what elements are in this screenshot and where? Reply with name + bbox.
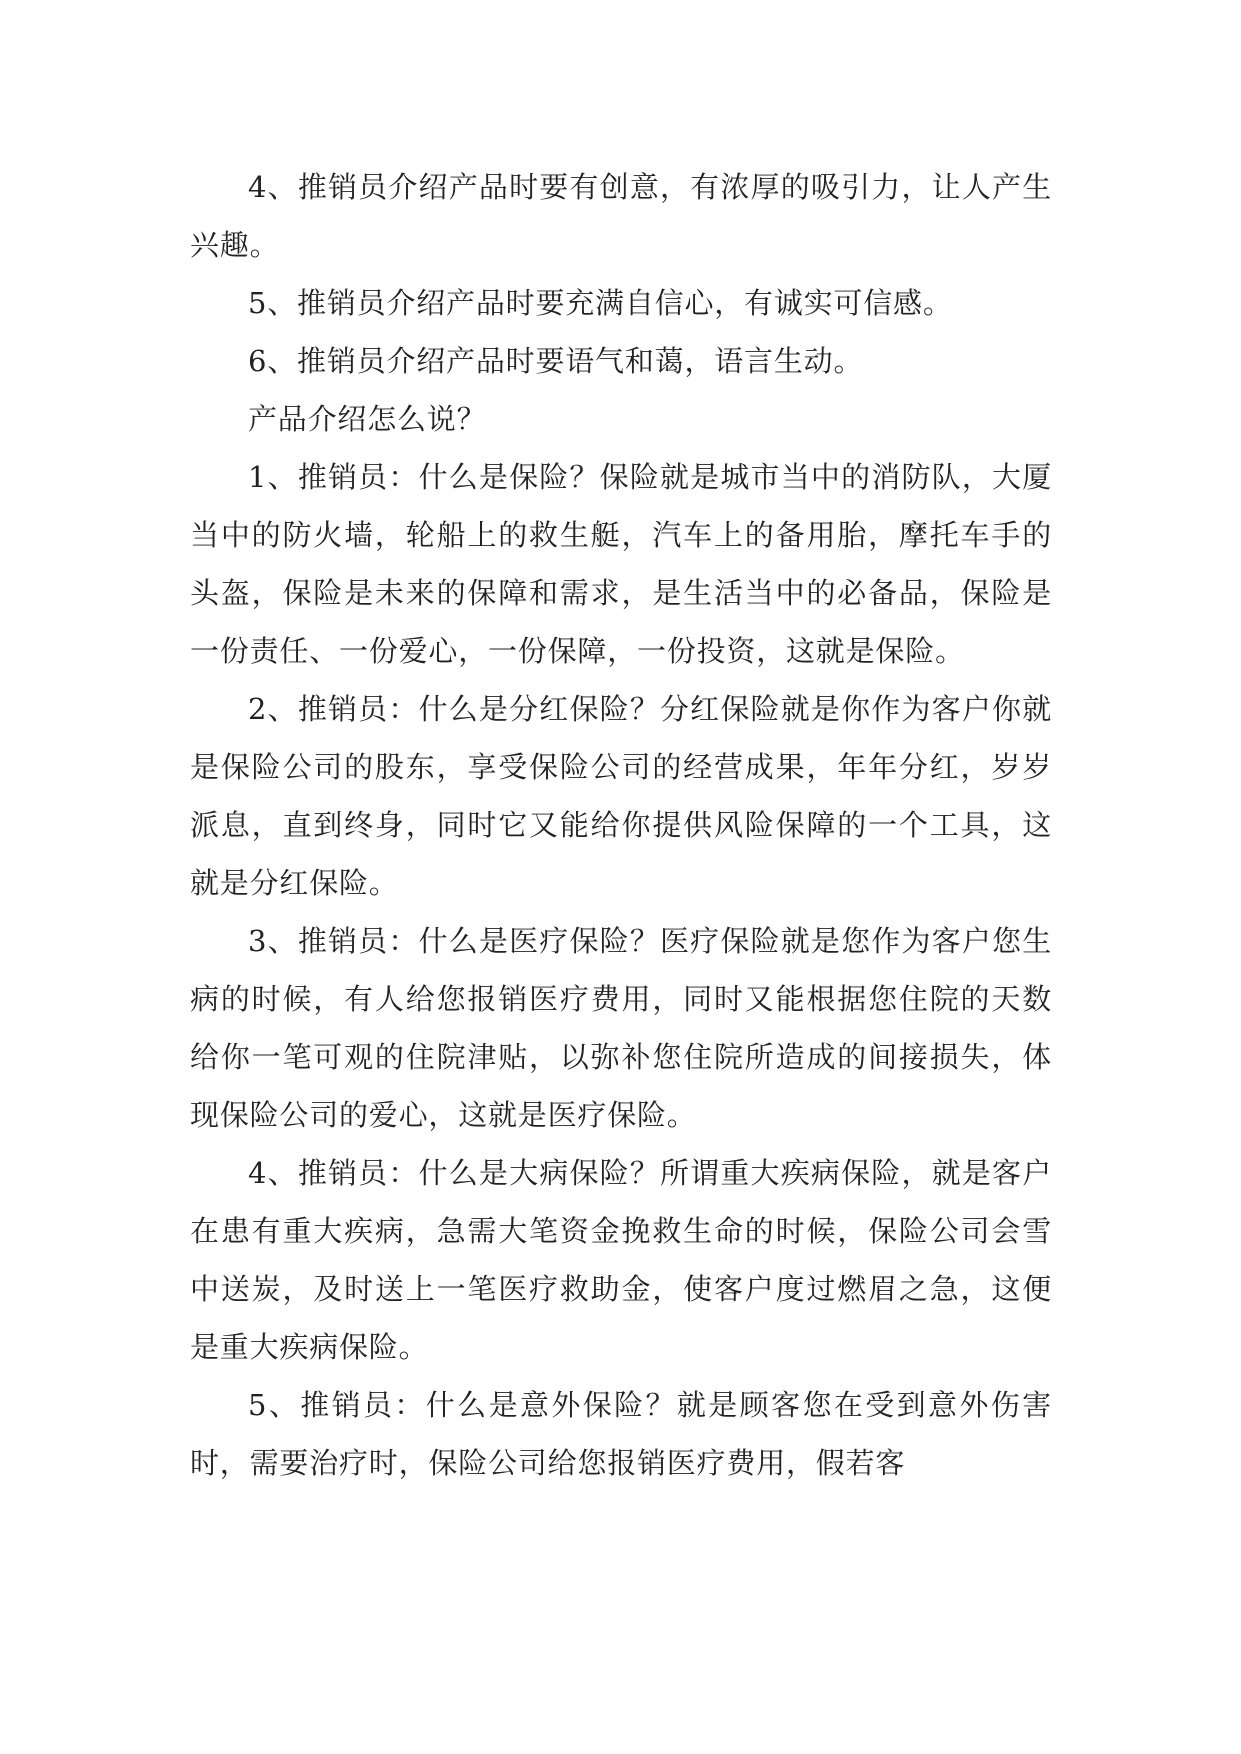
paragraph-accident-insurance: 5、推销员：什么是意外保险？就是顾客您在受到意外伤害时，需要治疗时，保险公司给您报销医疗费用，假若客 — [190, 1388, 1052, 1480]
paragraph-tip-4: 4、推销员介绍产品时要有创意，有浓厚的吸引力，让人产生兴趣。 — [190, 170, 1052, 262]
section-heading: 产品介绍怎么说？ — [248, 402, 487, 436]
paragraph-dividend-insurance: 2、推销员：什么是分红保险？分红保险就是你作为客户你就是保险公司的股东，享受保险公司的经营成果，年年分红，岁岁派息，直到终身，同时它又能给你提供风险保障的一个工具，这就是分红保险。 — [190, 692, 1052, 900]
paragraph-insurance: 1、推销员：什么是保险？保险就是城市当中的消防队，大厦当中的防火墙，轮船上的救生艇，汽车上的备用胎，摩托车手的头盔，保险是未来的保障和需求，是生活当中的必备品，保险是一份责任、一份爱心，一份保障，一份投资，这就是保险。 — [190, 460, 1052, 668]
paragraph-tip-5: 5、推销员介绍产品时要充满自信心，有诚实可信感。 — [248, 286, 953, 320]
paragraph-critical-illness-insurance: 4、推销员：什么是大病保险？所谓重大疾病保险，就是客户在患有重大疾病，急需大笔资金挽救生命的时候，保险公司会雪中送炭，及时送上一笔医疗救助金，使客户度过燃眉之急，这便是重大疾病保险。 — [190, 1156, 1052, 1364]
paragraph-medical-insurance: 3、推销员：什么是医疗保险？医疗保险就是您作为客户您生病的时候，有人给您报销医疗费用，同时又能根据您住院的天数给你一笔可观的住院津贴，以弥补您住院所造成的间接损失，体现保险公司的爱心，这就是医疗保险。 — [190, 924, 1052, 1132]
document-body — [190, 158, 1052, 1492]
paragraph-tip-6: 6、推销员介绍产品时要语气和蔼，语言生动。 — [248, 344, 864, 378]
